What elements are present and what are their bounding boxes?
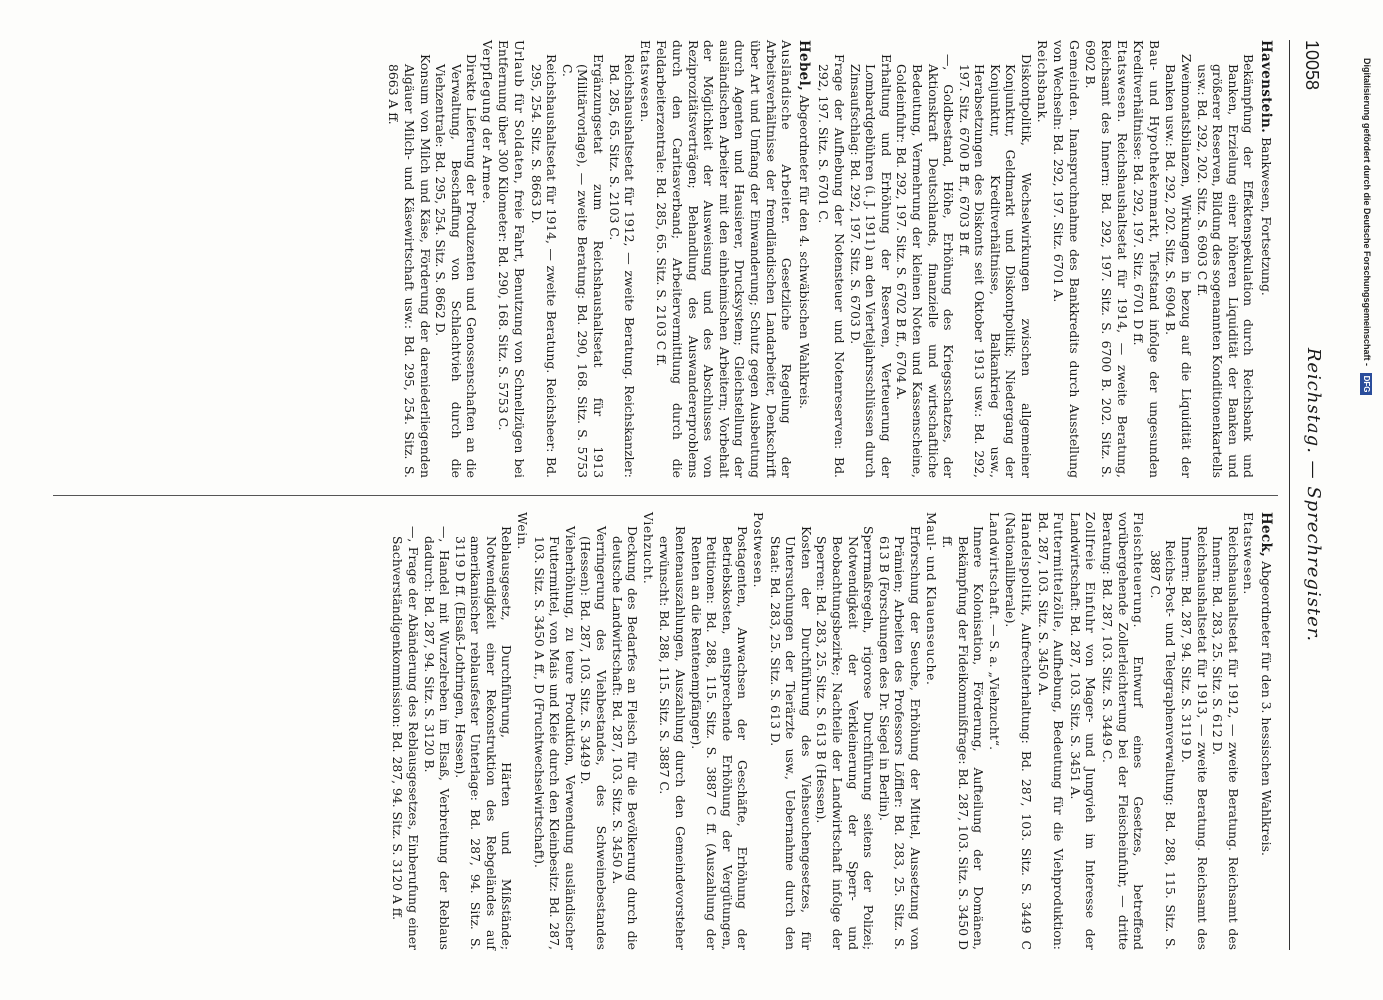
list-item: Zweimonatsbilanzen, Wirkungen in bezug auf die Liquidität der Banken usw.: Bd. 292, 202. Sitz. S. 6904 B. bbox=[1163, 54, 1195, 478]
entry-heck bbox=[390, 512, 1274, 950]
list-item: Reichshaushaltsetat für 1913, — zweite Beratung. Reichsamt des Innern: Bd. 287, 94. Sitz. S. 3119 D. bbox=[1179, 526, 1210, 950]
page-header bbox=[1286, 40, 1330, 950]
list-item: Postagenten, Anwachsen der Geschäfte, Erhöhung der Betriebskosten, entsprechende Erhöhung der Vergütungen, Petitionen: Bd. 288, 115. Sitz. S. 3887 C ff. (Auszahlung der Renten an die Rentenempfänger). bbox=[688, 526, 751, 950]
list-item: Erforschung der Seuche, Erhöhung der Mittel, Aussetzung von Prämien; Arbeiten des Professors Löffler: Bd. 283, 25. Sitz. S. 613 B (Forschungen des Dr. Siegel in Berlin). bbox=[876, 526, 923, 950]
list-item: Reblausgesetz, Durchführung, Härten und Mißstände; Notwendigkeit einer Rekonstruktion des Rebgeländes auf amerikanischer reblausfester Unterlage: Bd. 287, 94. Sitz. S. 3119 D ff. (Elsaß-Lothringen, Hessen). bbox=[452, 526, 515, 950]
list-item: Rentenauszahlungen, Auszahlung durch den Gemeindevorsteher erwünscht: Bd. 288, 115. Sitz. S. 3887 C. bbox=[657, 526, 689, 950]
subject-block bbox=[1051, 40, 1082, 478]
list-item: Erhaltung und Erhöhung der Reserven, Verteuerung der Lombardgebühren (i. J. 1911) an den Vierteljahrsschlüssen durch Zinsaufschlag: Bd. 292, 197. Sitz. S. 6703 D. bbox=[847, 54, 894, 478]
subject-label: Zollfreie Einfuhr bbox=[1083, 512, 1099, 634]
subject-text: Reichshaushaltsetat für 1914, — zweite Beratung, Reichsamt des Innern: Bd. 292, 197. Sitz. S. 6700 B. 202. Sitz. S. 6902 B. bbox=[1083, 40, 1130, 478]
list-item: —, Goldbestand, Höhe, Erhöhung des Kriegsschatzes, der Aktionskraft Deutschlands, finanzielle und wirtschaftliche Bedeutung, Vermehrung der kleinen Noten und Kassenscheine, Goldeinfuhr: Bd. 292, 197. Sitz. S. 6702 B ff., 6704 A. bbox=[894, 54, 957, 478]
subject-label: Bau- und Hypothekenmarkt, bbox=[1146, 40, 1162, 243]
subject-block bbox=[654, 40, 794, 478]
subject-block bbox=[1067, 512, 1098, 950]
left-column bbox=[383, 40, 1278, 478]
list-item: Diskontpolitik, Wechselwirkungen zwischen allgemeiner Konjunktur, Geldmarkt und Diskontpolitik; Niedergang der Konjunktur, Kreditverhältnisse, Balkankrieg usw., Herabsetzungen des Diskonts seit Oktober 1913 usw.: Bd. 292, 197. Sitz. 6700 B ff., 6703 B ff. bbox=[956, 54, 1035, 478]
entry-heading bbox=[1257, 40, 1274, 478]
subject-text: Inanspruchnahme des Bankkredits durch Ausstellung von Wechseln: Bd. 292, 197. Sitz. 6701 A. bbox=[1051, 40, 1082, 478]
list-item: Reichs-Post- und Telegraphenverwaltung: Bd. 288, 115. Sitz. S. 3887 C. bbox=[1147, 540, 1179, 950]
subject-block bbox=[986, 512, 1002, 950]
subject-text: Aufhebung, Bedeutung für die Viehproduktion: Bd. 287, 103. Sitz. S. 3450 A. bbox=[1035, 512, 1067, 950]
subject-label: Gemeinden. bbox=[1066, 40, 1082, 122]
list-item: —, Handel mit Wurzelreben im Elsaß, Verbreitung der Reblaus dadurch: Bd. 287, 94. Sitz. S. 3120 B. bbox=[421, 526, 453, 950]
list-item: Reichshaushaltsetat für 1914, — zweite Beratung. Reichsheer: Bd. 295, 254. Sitz. S. 8663 D. bbox=[528, 54, 560, 478]
entry-havenstein bbox=[816, 40, 1274, 478]
subject-block bbox=[923, 512, 939, 950]
digitization-text: Digitalisierung gefördert durch die Deutsche Forschungsgemeinschaft - bbox=[1362, 58, 1372, 367]
subject-label: Etatswesen. bbox=[637, 40, 653, 123]
subject-label: Verpflegung der Armee. bbox=[479, 40, 495, 205]
rotated-page-content bbox=[40, 40, 1330, 950]
subject-text: Aufrechterhaltung: Bd. 287, 103. Sitz. S. 3449 C (Nationalliberale). bbox=[1003, 512, 1035, 950]
subject-block bbox=[515, 512, 531, 950]
subject-label: Viehzucht. bbox=[640, 512, 656, 585]
subject-label: Futtermittelzölle, bbox=[1051, 512, 1067, 633]
subject-block bbox=[496, 40, 527, 478]
list-item: Innere Kolonisation, Förderung, Aufteilung der Domänen, Bekämpfung der Fideikommißfrage: Bd. 287, 103. Sitz. S. 3450 D ff. bbox=[940, 526, 987, 950]
subject-block bbox=[1034, 40, 1050, 478]
subject-label: Postwesen. bbox=[751, 512, 766, 589]
subject-block bbox=[1083, 40, 1130, 478]
subject-label: Etatswesen. bbox=[1114, 40, 1130, 123]
entry-intro: Bankwesen, Fortsetzung. bbox=[1259, 137, 1274, 296]
list-item: Direkte Lieferung der Produzenten und Genossenschaften an die Verwaltung, Beschaffung von Schlachtvieh durch die Viehzentrale: Bd. 295, 254. Sitz. S. 8662 D. bbox=[433, 54, 480, 478]
subject-block bbox=[1131, 40, 1162, 478]
list-item: Kosten der Durchführung des Viehseuchengesetzes, für Untersuchungen der Tierärzte usw., Uebernahme durch den Staat: Bd. 283, 25. Sitz. S. 613 D. bbox=[767, 526, 814, 950]
subject-label: Fleischteuerung. bbox=[1131, 512, 1147, 629]
list-item: Sperrmaßregeln, rigorose Durchführung seitens der Polizei; Notwendigkeit der Verkleinerung der Sperr- und Beobachtungsbezirke; Nachteile der Landwirtschaft infolge der Sperren: Bd. 283, 25. Sitz. S. 613 B (Hessen). bbox=[814, 526, 877, 950]
list-item: Verringerung des Viehbestandes, des Schweinebestandes (Hessen): Bd. 287, 103. Sitz. S. 3449 D. bbox=[578, 526, 610, 950]
list-item: Konsum von Milch und Käse, Förderung der dareniederliegenden Algäuer Milch- und Käsewirtschaft usw.: Bd. 295, 254. Sitz. S. 8663 A ff. bbox=[386, 54, 433, 478]
entry-hebel bbox=[386, 40, 812, 478]
subject-block bbox=[637, 40, 653, 478]
list-item: Reichshaushaltsetat für 1912, — zweite Beratung. Reichsamt des Innern: Bd. 283, 25. Sitz. S. 612 D. bbox=[1210, 526, 1241, 950]
subject-block bbox=[479, 40, 495, 478]
list-item: Vieherhöhung, zu teure Produktion, Verwendung ausländischer Futtermittel, von Mais und Kleie durch den Kleinbesitz: Bd. 287, 103. Sitz. S. 3450 A ff., D (Fruchtwechselwirtschaft). bbox=[531, 526, 578, 950]
subject-label: Handelspolitik, bbox=[1019, 512, 1035, 617]
subject-label: Ausländische Arbeiter. bbox=[779, 40, 795, 225]
entry-heading bbox=[1257, 512, 1274, 950]
subject-block bbox=[1241, 512, 1257, 950]
list-item: Ergänzungsetat zum Reichshaushaltsetat für 1913 (Militärvorlage), — zweite Beratung: Bd. 290, 168. Sitz. S. 5753 C. bbox=[559, 54, 607, 478]
list-item: Bekämpfung der Effektenspekulation durch Reichsbank und Banken, Erzielung einer höheren Liquidität der Banken und größerer Reserven, Bildung des sogenannten Konditionenkartells usw.: Bd. 292, 202. Sitz. S. 6903 C ff. bbox=[1194, 54, 1257, 478]
running-title: Reichstag. — Sprechregister. bbox=[1303, 347, 1324, 643]
speaker-name: Havenstein. bbox=[1258, 40, 1274, 134]
subject-text: Gesetzliche Regelung der Arbeitsverhältnisse der fremdländischen Landarbeiter, Denkschrift über Art und Umfang der Einwanderung; Schutz gegen Ausbeutung durch Agenten und Hausierer, Drucksystem; Gleichstellung der ausländischen Arbeiter mit den einheimischen Arbeitern; Vorbehalt der Möglichkeit der Ausweisung und des Abschlusses von Reziprozitätsverträgen; Behandlung des Auswandererproblems durch den Caritasverband; Arbeitervermittlung durch die Feldarbeiterzentrale: Bd. 285, 65. Sitz. S. 2103 C ff. bbox=[654, 40, 795, 478]
subject-label: Etatswesen. bbox=[1241, 512, 1257, 595]
speaker-name: Heck, bbox=[1258, 512, 1274, 558]
subject-label: Maul- und Klauenseuche. bbox=[923, 512, 939, 686]
entry-intro: Abgeordneter für den 4. schwäbischen Wahlkreis. bbox=[796, 94, 812, 409]
list-item: Deckung des Bedarfes an Fleisch für die Bevölkerung durch die deutsche Landwirtschaft: Bd. 287, 103. Sitz. S. 3450 A. bbox=[609, 526, 641, 950]
subject-block bbox=[640, 512, 656, 950]
entry-intro: Abgeordneter für den 3. hessischen Wahlkreis. bbox=[1259, 561, 1274, 856]
digitization-note bbox=[1361, 58, 1373, 758]
subject-block bbox=[1099, 512, 1146, 950]
subject-text: freie Fahrt, Benutzung von Schnellzügen bei Entfernung über 300 Kilometer: Bd. 290, 168. Sitz. S. 5753 C. bbox=[496, 40, 528, 478]
subject-text: — S. a. „Viehzucht“. bbox=[986, 624, 1002, 751]
subject-block bbox=[1035, 512, 1066, 950]
dfg-logo: DFG bbox=[1360, 373, 1372, 396]
subject-block bbox=[750, 512, 766, 950]
page-number: 10058 bbox=[1302, 40, 1322, 91]
subject-text: von Mager- und Jungvieh im Interesse der Landwirtschaft: Bd. 287, 103. Sitz. S. 3451 A. bbox=[1067, 512, 1099, 950]
list-item: Frage der Aufhebung der Notensteuer und Notenreserven: Bd. 292, 197. Sitz. S. 6701 C. bbox=[816, 54, 847, 478]
column-divider bbox=[53, 495, 1278, 496]
subject-label: Landwirtschaft. bbox=[986, 512, 1002, 621]
subject-label: Reichsbank. bbox=[1034, 40, 1050, 124]
right-column bbox=[387, 512, 1278, 950]
entry-heading bbox=[795, 40, 812, 478]
subject-block bbox=[1003, 512, 1034, 950]
list-item: —, Frage der Abänderung des Reblausgesetzes, Einberufung einer Sachverständigenkommission: Bd. 287, 94. Sitz. S. 3120 A ff. bbox=[390, 526, 421, 950]
subject-text: Entwurf eines Gesetzes, betreffend vorübergehende Zollerleichterung bei der Fleischeinfuhr, — dritte Beratung: Bd. 287, 103. Sitz. S. 3449 C. bbox=[1100, 512, 1147, 950]
list-item: Reichshaushaltsetat für 1912, — zweite Beratung. Reichskanzler: Bd. 285, 65. Sitz. S. 2103 C. bbox=[606, 54, 638, 478]
header-rule bbox=[1289, 40, 1290, 950]
subject-label: Wein. bbox=[515, 512, 531, 550]
subject-label: Urlaub für Soldaten, bbox=[512, 40, 528, 185]
subject-text: Tiefstand infolge der ungesunden Kreditverhältnisse: Bd. 292, 197. Sitz. 6701 D ff. bbox=[1131, 40, 1162, 478]
speaker-name: Hebel, bbox=[795, 40, 812, 92]
